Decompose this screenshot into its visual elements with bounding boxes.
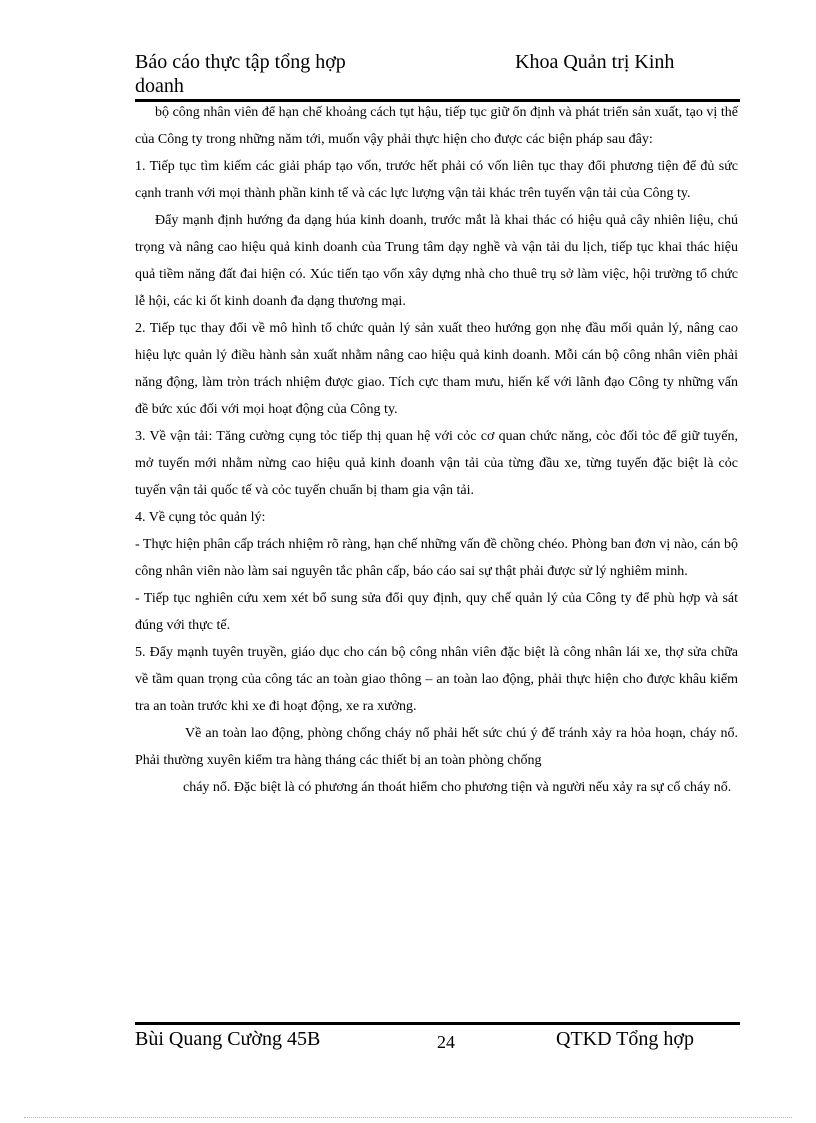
- paragraph-bullet-regulations: - Tiếp tục nghiên cứu xem xét bổ sung sửa đổi quy định, quy chế quản lý của Công ty để phù hợp và sát đúng với thực tế.: [135, 591, 738, 633]
- paragraph-diversification: Đẩy mạnh định hướng đa dạng húa kinh doanh, trước mắt là khai thác có hiệu quả cây nhiên liệu, chú trọng và nâng cao hiệu quả kinh doanh của Trung tâm dạy nghề và vận tải du lịch, tiếp tục khai thác hiệu quả tiềm năng đất đai hiện có. Xúc tiến tạo vốn xây dựng nhà cho thuê trụ sở làm việc, hội trường tổ chức lễ hội, các ki ốt kinh doanh đa dạng thương mại.: [135, 213, 738, 309]
- paragraph-intro: bộ công nhân viên để hạn chế khoảng cách tụt hậu, tiếp tục giữ ổn định và phát triển sản xuất, tạo vị thế của Công ty trong những năm tới, muốn vậy phải thực hiện cho được các biện pháp sau đây:: [135, 105, 738, 147]
- page-number: 24: [437, 1032, 455, 1052]
- paragraph-item-3: 3. Về vận tải: Tăng cường cụng tỏc tiếp thị quan hệ với cỏc cơ quan chức năng, cỏc đối tỏc để giữ tuyến, mở tuyến mới nhằm nừng cao hiệu quả kinh doanh vận tải của từng đầu xe, từng tuyến đặc biệt là cỏc tuyến vận tải quốc tế và cỏc tuyến chuẩn bị tham gia vận tải.: [135, 429, 738, 498]
- paragraph-fire-safety: Về an toàn lao động, phòng chống cháy nổ phải hết sức chú ý để tránh xảy ra hỏa hoạn, cháy nổ. Phải thường xuyên kiểm tra hàng tháng các thiết bị an toàn phòng chống: [135, 726, 738, 768]
- paragraph-item-4: 4. Về cụng tỏc quản lý:: [135, 510, 266, 525]
- paragraph-item-2: 2. Tiếp tục thay đổi về mô hình tổ chức quản lý sản xuất theo hướng gọn nhẹ đầu mối quản lý, nâng cao hiệu lực quản lý điều hành sản xuất nhằm nâng cao hiệu quả kinh doanh. Mỗi cán bộ công nhân viên phải năng động, làm tròn trách nhiệm được giao. Tích cực tham mưu, hiến kế với lãnh đạo Công ty những vấn đề bức xúc đối với mọi hoạt động của Công ty.: [135, 321, 738, 417]
- footer-divider: [135, 1022, 740, 1025]
- footer-department: QTKD Tổng hợp: [556, 1028, 694, 1050]
- header-faculty: Khoa Quản trị Kinh: [515, 51, 675, 73]
- paragraph-item-5: 5. Đẩy mạnh tuyên truyền, giáo dục cho cán bộ công nhân viên đặc biệt là công nhân lái xe, thợ sửa chữa về tầm quan trọng của công tác an toàn giao thông – an toàn lao động, phải thực hiện cho được khâu kiểm tra an toàn trước khi xe đi hoạt động, xe ra xưởng.: [135, 645, 738, 714]
- page-body: [135, 99, 738, 801]
- paragraph-bullet-responsibility: - Thực hiện phân cấp trách nhiệm rõ ràng, hạn chế những vấn đề chồng chéo. Phòng ban đơn vị nào, cán bộ công nhân viên nào làm sai nguyên tắc phân cấp, báo cáo sai sự thật phải được sử lý nghiêm minh.: [135, 537, 738, 579]
- paragraph-evacuation: cháy nổ. Đặc biệt là có phương án thoát hiểm cho phương tiện và người nếu xảy ra sự cố cháy nổ.: [183, 780, 732, 795]
- paragraph-item-1: 1. Tiếp tục tìm kiếm các giải pháp tạo vốn, trước hết phải có vốn liên tục thay đổi phương tiện để đủ sức cạnh tranh với mọi thành phần kinh tế và các lực lượng vận tải khác trên tuyến vận tải của Công ty.: [135, 159, 738, 201]
- page-bottom-edge: [24, 1117, 792, 1118]
- footer-author: Bùi Quang Cường 45B: [135, 1028, 321, 1050]
- header-report-title: Báo cáo thực tập tổng hợp doanh: [135, 51, 346, 97]
